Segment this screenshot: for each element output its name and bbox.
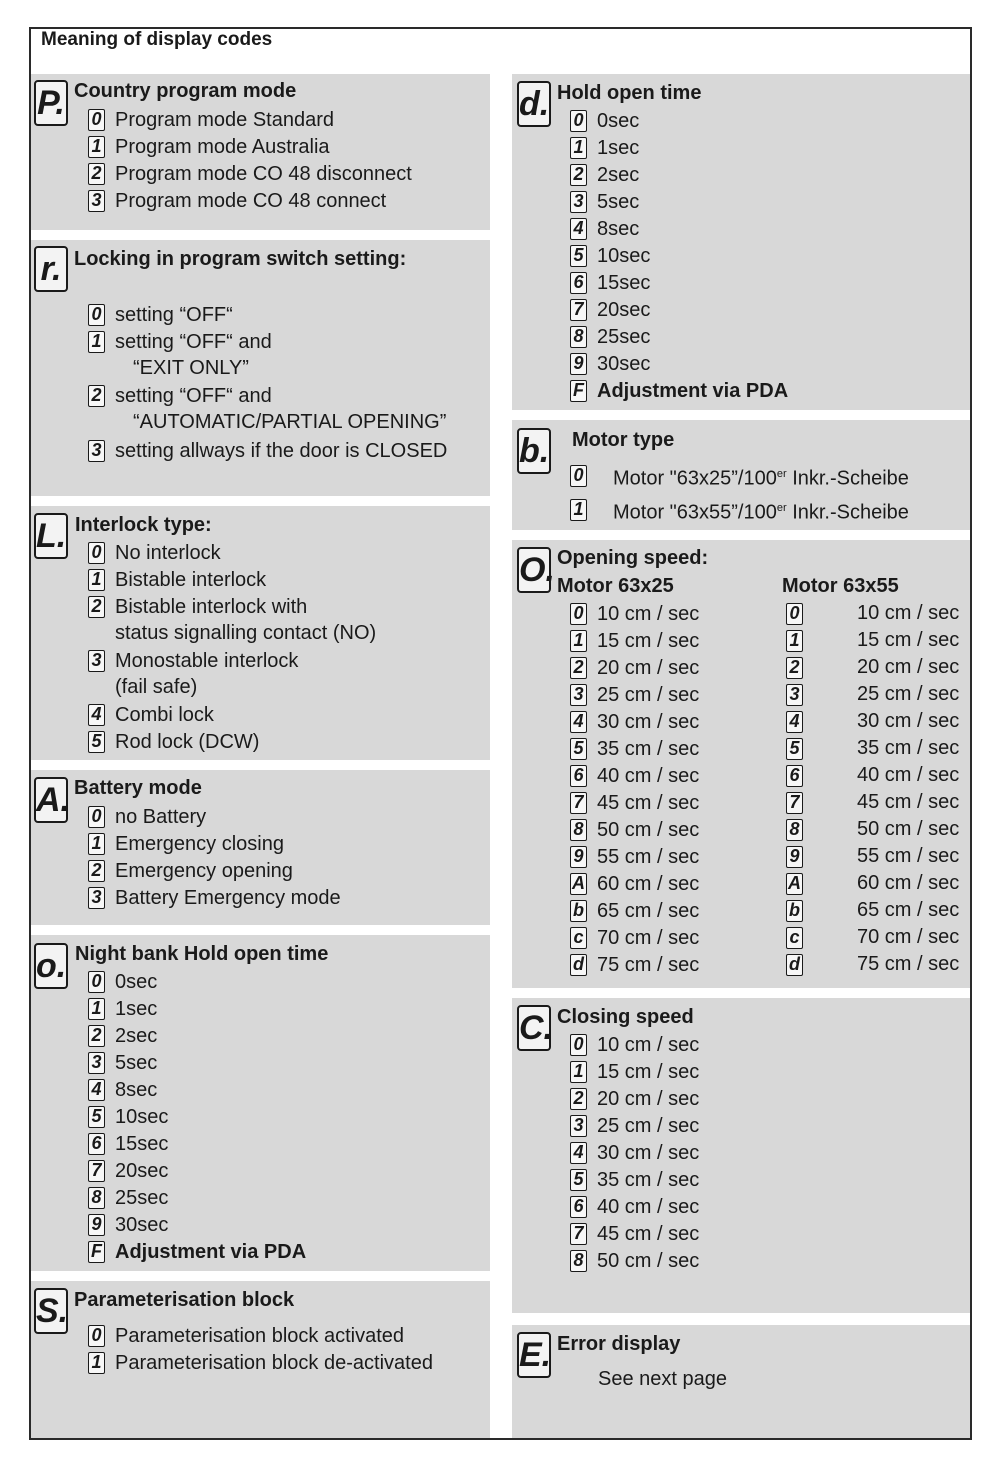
opening-speed-row-63x55 bbox=[786, 790, 803, 814]
list-item bbox=[88, 858, 293, 882]
display-code-d: d. bbox=[517, 81, 551, 127]
item-label: 10 cm / sec bbox=[597, 1033, 700, 1056]
item-label: 65 cm / sec bbox=[857, 899, 960, 921]
digit-glyph: 4 bbox=[570, 711, 587, 733]
opening-speed-row-63x25 bbox=[570, 898, 699, 922]
opening-speed-row-63x55 bbox=[786, 925, 803, 949]
digit-glyph: 3 bbox=[88, 650, 105, 672]
motor-label-superscript: er bbox=[776, 502, 787, 514]
digit-glyph: 1 bbox=[786, 630, 803, 652]
item-label: 25sec bbox=[597, 325, 651, 348]
digit-glyph: b bbox=[570, 900, 587, 922]
digit-glyph: 0 bbox=[570, 465, 587, 487]
digit-glyph: 0 bbox=[570, 110, 587, 132]
item-label: 65 cm / sec bbox=[597, 899, 700, 922]
item-label: 75 cm / sec bbox=[857, 953, 960, 975]
digit-glyph: 9 bbox=[88, 1214, 105, 1236]
digit-glyph: 4 bbox=[88, 1079, 105, 1101]
item-label: 25 cm / sec bbox=[597, 683, 700, 706]
item-label: 20 cm / sec bbox=[597, 656, 700, 679]
motor-label-tail: Inkr.-Scheibe bbox=[786, 501, 909, 524]
list-item bbox=[88, 188, 386, 212]
display-code-L: L. bbox=[34, 513, 68, 559]
list-item bbox=[570, 108, 639, 132]
item-label: 15 cm / sec bbox=[857, 629, 960, 651]
list-item bbox=[570, 1194, 699, 1218]
list-item bbox=[570, 1248, 699, 1272]
item-label: 5sec bbox=[115, 1051, 158, 1074]
list-item bbox=[88, 702, 214, 726]
opening-speed-row-63x55 bbox=[786, 628, 803, 652]
list-item bbox=[570, 378, 788, 402]
digit-glyph: 7 bbox=[570, 1223, 587, 1245]
opening-speed-row-63x25 bbox=[570, 601, 699, 625]
digit-glyph: 5 bbox=[786, 738, 803, 760]
item-label: Adjustment via PDA bbox=[115, 1240, 307, 1263]
item-label: Bistable interlock bbox=[115, 568, 267, 591]
item-label: Battery Emergency mode bbox=[115, 886, 341, 909]
digit-glyph: 0 bbox=[570, 603, 587, 625]
item-label: 50 cm / sec bbox=[597, 818, 700, 841]
opening-speed-row-63x55 bbox=[786, 898, 803, 922]
digit-glyph: 2 bbox=[88, 1025, 105, 1047]
list-item bbox=[570, 1113, 699, 1137]
list-item bbox=[88, 885, 341, 909]
display-code-b: b. bbox=[517, 428, 551, 474]
item-label: 20 cm / sec bbox=[597, 1087, 700, 1110]
parameterisation-title: Parameterisation block bbox=[74, 1289, 295, 1311]
digit-glyph: c bbox=[786, 927, 803, 949]
display-code-o: o. bbox=[34, 943, 68, 989]
motor-type-title: Motor type bbox=[572, 429, 675, 451]
digit-glyph: 5 bbox=[570, 1169, 587, 1191]
item-label: 10sec bbox=[115, 1105, 169, 1128]
list-item bbox=[88, 134, 330, 158]
item-label: 1sec bbox=[115, 997, 158, 1020]
opening-speed-row-63x55 bbox=[786, 817, 803, 841]
opening-speed-row-63x55 bbox=[786, 736, 803, 760]
list-item bbox=[88, 648, 298, 672]
digit-glyph: 1 bbox=[88, 331, 105, 353]
item-label: 35 cm / sec bbox=[597, 1168, 700, 1191]
item-label: 15sec bbox=[597, 271, 651, 294]
item-label: 75 cm / sec bbox=[597, 953, 700, 976]
list-item bbox=[88, 804, 206, 828]
digit-glyph: 2 bbox=[786, 657, 803, 679]
digit-glyph: 8 bbox=[786, 819, 803, 841]
country-program-title: Country program mode bbox=[74, 80, 297, 102]
motor-label: Motor "63x55”/100 bbox=[613, 501, 777, 524]
item-label: 2sec bbox=[115, 1024, 158, 1047]
item-label: 20sec bbox=[115, 1159, 169, 1182]
opening-speed-row-63x25 bbox=[570, 682, 699, 706]
display-code-A: A. bbox=[34, 777, 68, 823]
motor-label: Motor "63x25”/100 bbox=[613, 467, 777, 490]
list-item bbox=[88, 1239, 306, 1263]
digit-glyph: 4 bbox=[786, 711, 803, 733]
digit-glyph: 1 bbox=[570, 137, 587, 159]
opening-speed-row-63x55 bbox=[786, 709, 803, 733]
list-item bbox=[88, 1350, 433, 1374]
digit-glyph: 3 bbox=[570, 1115, 587, 1137]
list-item bbox=[88, 1158, 168, 1182]
night-bank-title: Night bank Hold open time bbox=[75, 943, 329, 965]
item-label: 30sec bbox=[115, 1213, 169, 1236]
digit-glyph: 1 bbox=[570, 1061, 587, 1083]
item-label: 0sec bbox=[597, 109, 640, 132]
list-item bbox=[88, 831, 284, 855]
opening-speed-row-63x25 bbox=[570, 655, 699, 679]
digit-glyph: 7 bbox=[570, 299, 587, 321]
list-item bbox=[570, 496, 909, 524]
list-item bbox=[88, 729, 259, 753]
digit-glyph: b bbox=[786, 900, 803, 922]
digit-glyph: 2 bbox=[88, 596, 105, 618]
list-item bbox=[570, 216, 639, 240]
display-code-P: P. bbox=[34, 80, 68, 126]
item-continuation: (fail safe) bbox=[115, 676, 198, 698]
digit-glyph: 8 bbox=[570, 1250, 587, 1272]
item-label: 25sec bbox=[115, 1186, 169, 1209]
digit-glyph: 1 bbox=[88, 136, 105, 158]
opening-speed-row-63x25 bbox=[570, 763, 699, 787]
item-label: 0sec bbox=[115, 970, 158, 993]
digit-glyph: 1 bbox=[88, 569, 105, 591]
item-label: 10 cm / sec bbox=[597, 602, 700, 625]
item-label: 40 cm / sec bbox=[597, 1195, 700, 1218]
digit-glyph: 0 bbox=[88, 1325, 105, 1347]
display-code-E: E. bbox=[517, 1332, 551, 1378]
digit-glyph: 2 bbox=[570, 1088, 587, 1110]
digit-glyph: 0 bbox=[88, 109, 105, 131]
digit-glyph: 6 bbox=[786, 765, 803, 787]
item-label: Program mode CO 48 connect bbox=[115, 189, 387, 212]
item-label: 70 cm / sec bbox=[597, 926, 700, 949]
opening-speed-row-63x25 bbox=[570, 871, 699, 895]
item-label: Program mode Standard bbox=[115, 108, 335, 131]
item-label: setting allways if the door is CLOSED bbox=[115, 439, 448, 462]
opening-speed-row-63x25 bbox=[570, 736, 699, 760]
digit-glyph: 0 bbox=[786, 603, 803, 625]
item-label: 15sec bbox=[115, 1132, 169, 1155]
item-label: 70 cm / sec bbox=[857, 926, 960, 948]
digit-glyph: 6 bbox=[570, 765, 587, 787]
digit-glyph: 0 bbox=[88, 971, 105, 993]
digit-glyph: 0 bbox=[570, 1034, 587, 1056]
digit-glyph: 6 bbox=[570, 1196, 587, 1218]
digit-glyph: 7 bbox=[88, 1160, 105, 1182]
list-item bbox=[570, 162, 639, 186]
item-label bbox=[613, 496, 909, 525]
opening-speed-title: Opening speed: bbox=[557, 547, 709, 569]
hold-open-title: Hold open time bbox=[557, 82, 702, 104]
display-code-r: r. bbox=[34, 246, 68, 292]
digit-glyph: 9 bbox=[570, 353, 587, 375]
item-label: setting “OFF“ and bbox=[115, 330, 272, 353]
item-label: 55 cm / sec bbox=[597, 845, 700, 868]
item-label: Adjustment via PDA bbox=[597, 379, 789, 402]
item-label: 60 cm / sec bbox=[597, 872, 700, 895]
list-item bbox=[570, 462, 909, 490]
digit-glyph: F bbox=[570, 380, 587, 402]
opening-speed-row-63x25 bbox=[570, 709, 699, 733]
item-label: 45 cm / sec bbox=[597, 791, 700, 814]
digit-glyph: 9 bbox=[786, 846, 803, 868]
list-item bbox=[570, 1167, 699, 1191]
digit-glyph: 2 bbox=[570, 164, 587, 186]
list-item bbox=[88, 1323, 404, 1347]
digit-glyph: 0 bbox=[88, 304, 105, 326]
item-continuation: “AUTOMATIC/PARTIAL OPENING” bbox=[133, 411, 447, 433]
opening-speed-row-63x25 bbox=[570, 952, 699, 976]
digit-glyph: 4 bbox=[570, 1142, 587, 1164]
digit-glyph: 2 bbox=[570, 657, 587, 679]
item-label: Program mode CO 48 disconnect bbox=[115, 162, 412, 185]
item-continuation: status signalling contact (NO) bbox=[115, 622, 377, 644]
item-label: 35 cm / sec bbox=[857, 737, 960, 759]
list-item bbox=[570, 243, 650, 267]
item-label: Monostable interlock bbox=[115, 649, 299, 672]
list-item bbox=[88, 567, 266, 591]
list-item bbox=[570, 1086, 699, 1110]
item-label: 50 cm / sec bbox=[857, 818, 960, 840]
motor-label-superscript: er bbox=[776, 468, 787, 480]
item-label: 20sec bbox=[597, 298, 651, 321]
list-item bbox=[570, 1221, 699, 1245]
motor-63x55-header: Motor 63x55 bbox=[782, 575, 899, 597]
motor-63x25-header: Motor 63x25 bbox=[557, 575, 674, 597]
digit-glyph: 4 bbox=[88, 704, 105, 726]
digit-glyph: 8 bbox=[570, 326, 587, 348]
item-label: 45 cm / sec bbox=[857, 791, 960, 813]
digit-glyph: 6 bbox=[88, 1133, 105, 1155]
digit-glyph: 2 bbox=[88, 860, 105, 882]
item-label: 8sec bbox=[115, 1078, 158, 1101]
interlock-title: Interlock type: bbox=[75, 514, 212, 536]
item-label: 25 cm / sec bbox=[857, 683, 960, 705]
list-item bbox=[88, 540, 221, 564]
digit-glyph: 3 bbox=[786, 684, 803, 706]
list-item bbox=[88, 1077, 157, 1101]
item-label: 10 cm / sec bbox=[857, 602, 960, 624]
item-label: Emergency opening bbox=[115, 859, 293, 882]
opening-speed-row-63x55 bbox=[786, 871, 803, 895]
digit-glyph: 8 bbox=[88, 1187, 105, 1209]
digit-glyph: 2 bbox=[88, 163, 105, 185]
item-label: 2sec bbox=[597, 163, 640, 186]
digit-glyph: 5 bbox=[570, 245, 587, 267]
item-label: Parameterisation block activated bbox=[115, 1324, 405, 1347]
item-label: Parameterisation block de-activated bbox=[115, 1351, 433, 1374]
list-item bbox=[88, 1104, 168, 1128]
opening-speed-row-63x55 bbox=[786, 952, 803, 976]
list-item bbox=[88, 383, 272, 407]
digit-glyph: 1 bbox=[88, 998, 105, 1020]
item-label: 30 cm / sec bbox=[857, 710, 960, 732]
item-label: Bistable interlock with bbox=[115, 595, 308, 618]
list-item bbox=[88, 107, 334, 131]
item-label: 8sec bbox=[597, 217, 640, 240]
opening-speed-row-63x55 bbox=[786, 682, 803, 706]
list-item bbox=[570, 1032, 699, 1056]
list-item bbox=[88, 1023, 157, 1047]
item-label: 20 cm / sec bbox=[857, 656, 960, 678]
digit-glyph: 3 bbox=[88, 887, 105, 909]
opening-speed-row-63x25 bbox=[570, 925, 699, 949]
item-label: Emergency closing bbox=[115, 832, 284, 855]
digit-glyph: 2 bbox=[88, 385, 105, 407]
list-item bbox=[570, 1140, 699, 1164]
item-label: setting “OFF“ and bbox=[115, 384, 272, 407]
digit-glyph: 4 bbox=[570, 218, 587, 240]
digit-glyph: d bbox=[570, 954, 587, 976]
item-label: 60 cm / sec bbox=[857, 872, 960, 894]
opening-speed-row-63x25 bbox=[570, 844, 699, 868]
list-item bbox=[570, 1059, 699, 1083]
display-code-C: C. bbox=[517, 1005, 551, 1051]
list-item bbox=[570, 270, 650, 294]
digit-glyph: 3 bbox=[570, 191, 587, 213]
closing-speed-title: Closing speed bbox=[557, 1006, 694, 1028]
opening-speed-row-63x55 bbox=[786, 763, 803, 787]
item-label: setting “OFF“ bbox=[115, 303, 233, 326]
opening-speed-row-63x55 bbox=[786, 655, 803, 679]
opening-speed-row-63x25 bbox=[570, 628, 699, 652]
list-item bbox=[88, 161, 412, 185]
list-item bbox=[570, 297, 650, 321]
list-item bbox=[88, 1212, 168, 1236]
display-code-S: S. bbox=[34, 1288, 68, 1334]
digit-glyph: 0 bbox=[88, 806, 105, 828]
list-item bbox=[88, 969, 157, 993]
motor-label-tail: Inkr.-Scheibe bbox=[786, 467, 909, 490]
list-item bbox=[88, 329, 272, 353]
opening-speed-row-63x25 bbox=[570, 790, 699, 814]
item-label: 30 cm / sec bbox=[597, 1141, 700, 1164]
digit-glyph: 8 bbox=[570, 819, 587, 841]
list-item bbox=[88, 1185, 168, 1209]
list-item bbox=[570, 135, 639, 159]
digit-glyph: A bbox=[572, 872, 585, 893]
opening-speed-row-63x55 bbox=[786, 844, 803, 868]
opening-speed-row-63x55 bbox=[786, 601, 803, 625]
item-label: 40 cm / sec bbox=[597, 764, 700, 787]
digit-glyph: 1 bbox=[88, 1352, 105, 1374]
item-label: 50 cm / sec bbox=[597, 1249, 700, 1272]
list-item bbox=[570, 324, 650, 348]
item-label: 1sec bbox=[597, 136, 640, 159]
list-item bbox=[88, 438, 447, 462]
item-label: Combi lock bbox=[115, 703, 214, 726]
list-item bbox=[570, 189, 639, 213]
digit-glyph: 7 bbox=[570, 792, 587, 814]
item-label: No interlock bbox=[115, 541, 221, 564]
item-label: 25 cm / sec bbox=[597, 1114, 700, 1137]
digit-glyph: 3 bbox=[88, 190, 105, 212]
digit-glyph: 1 bbox=[570, 630, 587, 652]
locking-title: Locking in program switch setting: bbox=[74, 248, 407, 270]
digit-glyph: 0 bbox=[88, 542, 105, 564]
digit-glyph: 5 bbox=[88, 1106, 105, 1128]
digit-glyph: 7 bbox=[786, 792, 803, 814]
item-label: 30sec bbox=[597, 352, 651, 375]
digit-glyph: 6 bbox=[570, 272, 587, 294]
battery-title: Battery mode bbox=[74, 777, 202, 799]
item-label: 30 cm / sec bbox=[597, 710, 700, 733]
see-next-page-note: See next page bbox=[598, 1368, 727, 1390]
list-item bbox=[88, 1131, 168, 1155]
item-label: 35 cm / sec bbox=[597, 737, 700, 760]
digit-glyph: 9 bbox=[570, 846, 587, 868]
item-label: no Battery bbox=[115, 805, 207, 828]
digit-glyph: c bbox=[570, 927, 587, 949]
list-item bbox=[88, 996, 157, 1020]
page-title: Meaning of display codes bbox=[41, 29, 273, 50]
item-label: 45 cm / sec bbox=[597, 1222, 700, 1245]
digit-glyph: A bbox=[788, 872, 801, 893]
list-item bbox=[570, 351, 650, 375]
display-code-O: O. bbox=[517, 547, 551, 593]
digit-glyph: d bbox=[786, 954, 803, 976]
digit-glyph: 1 bbox=[570, 499, 587, 521]
item-label: 15 cm / sec bbox=[597, 1060, 700, 1083]
list-item bbox=[88, 1050, 157, 1074]
item-label bbox=[613, 462, 909, 491]
item-label: 40 cm / sec bbox=[857, 764, 960, 786]
digit-glyph: F bbox=[88, 1241, 105, 1263]
list-item bbox=[88, 594, 307, 618]
item-label: 15 cm / sec bbox=[597, 629, 700, 652]
item-label: Rod lock (DCW) bbox=[115, 730, 260, 753]
item-label: 55 cm / sec bbox=[857, 845, 960, 867]
digit-glyph: 5 bbox=[570, 738, 587, 760]
item-label: 5sec bbox=[597, 190, 640, 213]
digit-glyph: 3 bbox=[88, 440, 105, 462]
digit-glyph: 5 bbox=[88, 731, 105, 753]
item-label: 10sec bbox=[597, 244, 651, 267]
item-label: Program mode Australia bbox=[115, 135, 330, 158]
error-display-title: Error display bbox=[557, 1333, 681, 1355]
list-item bbox=[88, 302, 233, 326]
opening-speed-row-63x25 bbox=[570, 817, 699, 841]
digit-glyph: 1 bbox=[88, 833, 105, 855]
digit-glyph: 3 bbox=[570, 684, 587, 706]
digit-glyph: 3 bbox=[88, 1052, 105, 1074]
item-continuation: “EXIT ONLY” bbox=[133, 357, 249, 379]
